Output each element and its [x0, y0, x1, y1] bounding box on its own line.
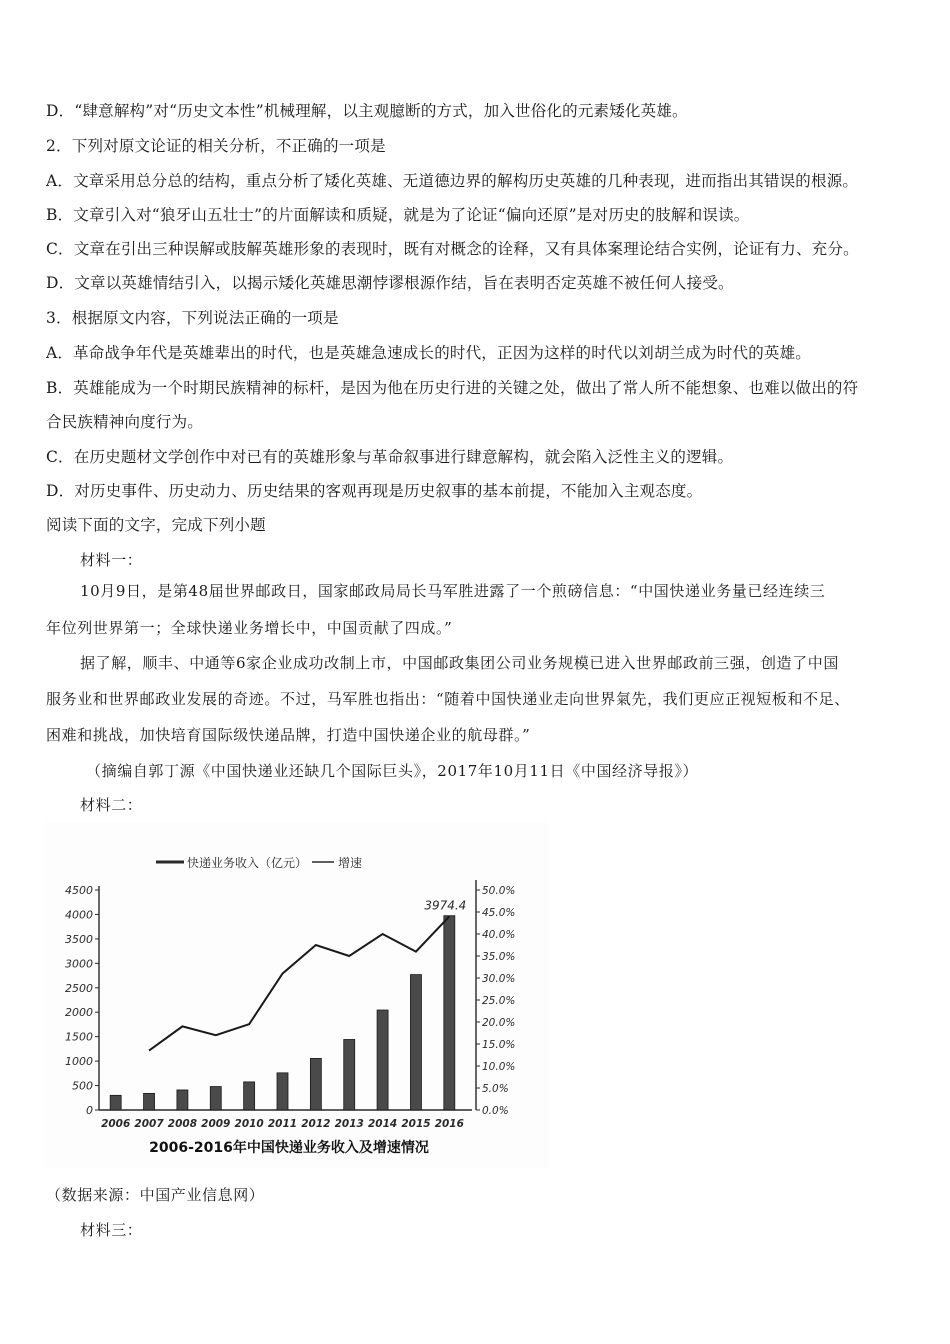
line-growth-rate: [149, 916, 449, 1050]
q2-option-b: B．文章引入对“狼牙山五壮士”的片面解读和质疑，就是为了论证“偏向还原”是对历史的肢解和误读。: [46, 206, 750, 224]
right-tick-label: 45.0%: [482, 907, 516, 919]
q2-stem: 2．下列对原文论证的相关分析，不正确的一项是: [46, 137, 386, 155]
reading-instruction: 阅读下面的文字，完成下列小题: [46, 516, 266, 534]
left-tick-label: 1000: [65, 1055, 93, 1069]
bar-revenue: [244, 1082, 255, 1110]
right-tick-label: 15.0%: [482, 1039, 516, 1051]
left-tick-label: 4000: [65, 908, 93, 922]
material-two-source: （数据来源：中国产业信息网）: [46, 1186, 265, 1204]
x-tick-label: 2007: [134, 1118, 164, 1130]
material-one-heading: 材料一：: [80, 551, 143, 569]
material-one-source: （摘编自郭丁源《中国快递业还缺几个国际巨头》，2017年10月11日《中国经济导报》）: [86, 762, 699, 780]
material-one-p2-line2: 服务业和世界邮政业发展的奇迹。不过，马军胜也指出：“随着中国快递业走向世界氣先，我们更应正视短板和不足、: [46, 690, 850, 708]
bar-revenue: [410, 975, 421, 1110]
right-tick-label: 40.0%: [482, 929, 516, 941]
left-tick-label: 3500: [65, 932, 93, 946]
right-tick-label: 50.0%: [482, 885, 516, 897]
express-revenue-chart: [44, 822, 549, 1168]
bar-revenue: [277, 1073, 288, 1110]
x-tick-label: 2011: [267, 1118, 298, 1130]
q2-option-a: A．文章采用总分总的结构，重点分析了矮化英雄、无道德边界的解构历史英雄的几种表现，进而指出其错误的根源。: [46, 172, 859, 190]
left-tick-label: 3000: [65, 957, 93, 971]
x-tick-label: 2008: [167, 1118, 198, 1130]
q2-option-c: C．文章在引出三种误解或肢解英雄形象的表现时，既有对概念的诠释，又有具体案理论结合实例，论证有力、充分。: [46, 240, 859, 258]
right-tick-label: 5.0%: [482, 1083, 509, 1095]
material-one-p2-line3: 困难和挑战，加快培育国际级快递品牌，打造中国快递企业的航母群。”: [46, 726, 531, 744]
chart-svg: [44, 822, 549, 1168]
right-tick-label: 20.0%: [482, 1017, 516, 1029]
q3-option-c: C．在历史题材文学创作中对已有的英雄形象与革命叙事进行肆意解构，就会陷入泛性主义的逻辑。: [46, 448, 734, 466]
data-label: 3974.4: [424, 898, 467, 913]
q3-option-a: A．革命战争年代是英雄辈出的时代，也是英雄急速成长的时代，正因为这样的时代以刘胡兰成为时代的英雄。: [46, 344, 811, 362]
x-tick-label: 2010: [234, 1118, 264, 1130]
bar-revenue: [110, 1095, 121, 1110]
legend-line-label: 增速: [338, 856, 363, 870]
right-tick-label: 0.0%: [482, 1105, 509, 1117]
q1-option-d: D．“肆意解构”对“历史文本性”机械理解，以主观臆断的方式，加入世俗化的元素矮化英雄。: [46, 102, 688, 120]
bar-revenue: [310, 1058, 321, 1110]
right-tick-label: 35.0%: [482, 951, 516, 963]
bar-revenue: [144, 1093, 155, 1110]
left-tick-label: 2500: [65, 981, 93, 995]
left-tick-label: 500: [72, 1079, 93, 1093]
left-tick-label: 2000: [65, 1006, 93, 1020]
right-tick-label: 25.0%: [482, 995, 516, 1007]
x-tick-label: 2006: [101, 1118, 131, 1130]
left-tick-label: 0: [86, 1104, 93, 1117]
right-tick-label: 10.0%: [482, 1061, 516, 1073]
bar-revenue: [344, 1040, 355, 1110]
bar-revenue: [177, 1090, 188, 1110]
q3-option-b: B．英雄能成为一个时期民族精神的标杆，是因为他在历史行进的关键之处，做出了常人所不能想象、也难以做出的符: [46, 379, 859, 397]
material-one-p1-line1: 10月9日，是第48届世界邮政日，国家邮政局局长马军胜进露了一个煎磅信息：“中国快递业务量已经连续三: [80, 582, 826, 600]
x-tick-label: 2014: [367, 1118, 398, 1130]
x-tick-label: 2013: [334, 1118, 364, 1130]
material-one-p2-line1: 据了解，顺丰、中通等6家企业成功改制上市，中国邮政集团公司业务规模已进入世界邮政前三强，创造了中国: [80, 654, 839, 672]
q3-option-d: D．对历史事件、历史动力、历史结果的客观再现是历史叙事的基本前提，不能加入主观态度。: [46, 482, 703, 500]
x-tick-label: 2016: [434, 1118, 464, 1130]
material-two-heading: 材料二：: [80, 796, 143, 814]
bar-revenue: [444, 916, 455, 1110]
x-tick-label: 2012: [301, 1118, 331, 1130]
chart-title: 2006-2016年中国快递业务收入及增速情况: [149, 1140, 429, 1156]
x-tick-label: 2015: [401, 1118, 431, 1130]
q3-stem: 3．根据原文内容，下列说法正确的一项是: [46, 309, 339, 327]
right-tick-label: 30.0%: [482, 973, 516, 985]
legend-bar-label: 快递业务收入（亿元）: [187, 856, 308, 870]
bar-revenue: [377, 1010, 388, 1110]
material-one-p1-line2: 年位列世界第一；全球快递业务增长中，中国贡献了四成。”: [46, 619, 453, 637]
material-three-heading: 材料三：: [80, 1221, 143, 1239]
q3-option-b-cont: 合民族精神向度行为。: [46, 413, 204, 431]
left-tick-label: 4500: [65, 884, 93, 897]
bar-revenue: [210, 1087, 221, 1110]
q2-option-d: D．文章以英雄情结引入，以揭示矮化英雄思潮悖谬根源作结，旨在表明否定英雄不被任何人接受。: [46, 274, 734, 292]
x-tick-label: 2009: [201, 1118, 231, 1130]
left-tick-label: 1500: [65, 1030, 93, 1044]
